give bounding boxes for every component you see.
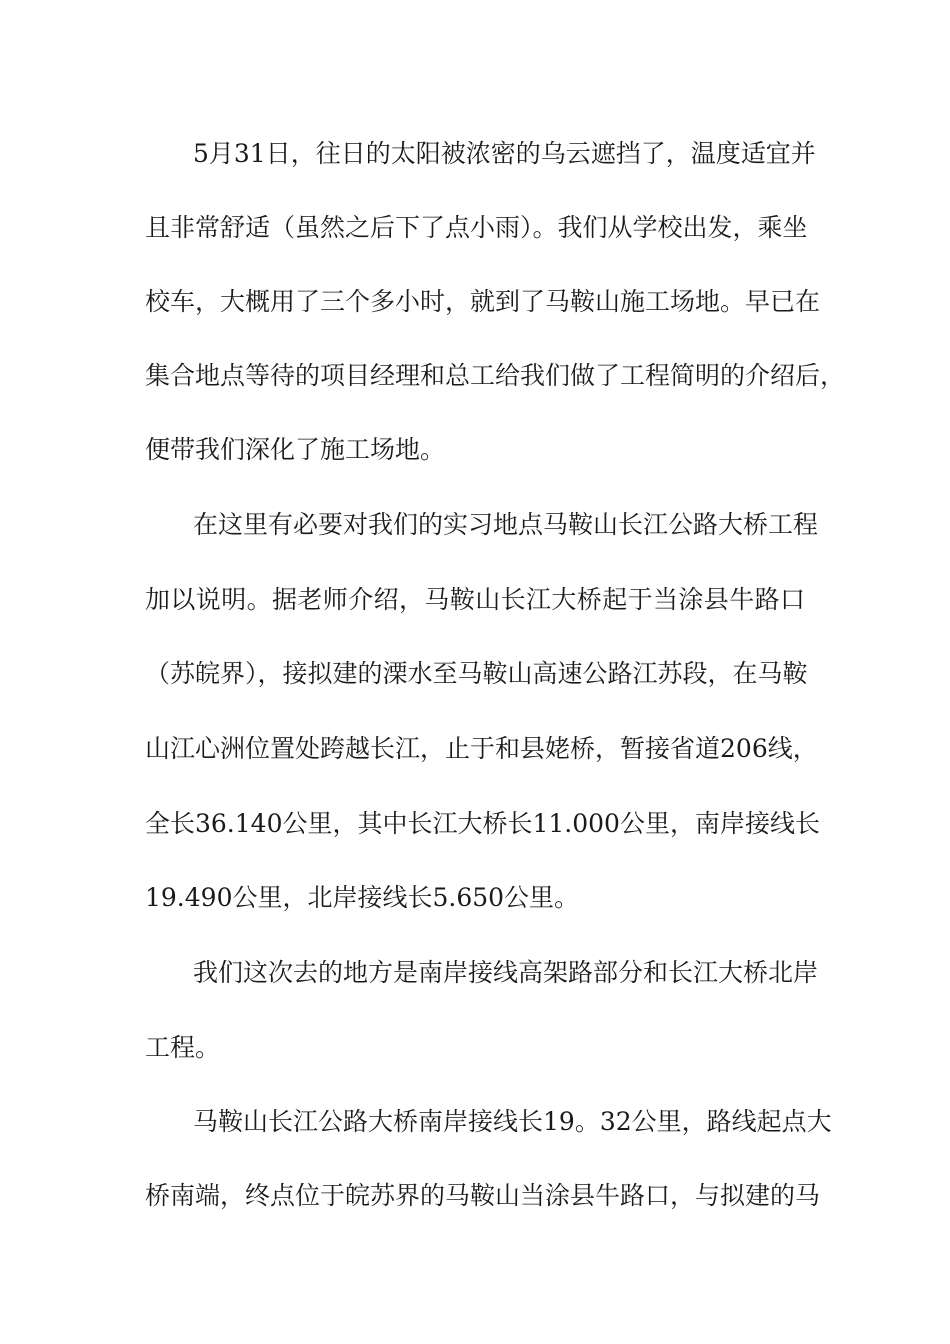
paragraph-4-line-1: 马鞍山长江公路大桥南岸接线长19。32公里，路线起点大 — [193, 1107, 832, 1136]
paragraph-2-line-1: 在这里有必要对我们的实习地点马鞍山长江公路大桥工程 — [193, 510, 819, 539]
paragraph-4-line-2: 桥南端，终点位于皖苏界的马鞍山当涂县牛路口，与拟建的马 — [145, 1181, 821, 1210]
paragraph-2-line-6: 19.490公里，北岸接线长5.650公里。 — [145, 883, 580, 912]
paragraph-2-line-2: 加以说明。据老师介绍，马鞍山长江大桥起于当涂县牛路口 — [145, 585, 805, 614]
paragraph-1-line-5: 便带我们深化了施工场地。 — [145, 435, 446, 464]
paragraph-3-line-2: 工程。 — [145, 1033, 221, 1062]
paragraph-1-line-2: 且非常舒适（虽然之后下了点小雨）。我们从学校出发，乘坐 — [145, 213, 808, 242]
paragraph-1-line-3: 校车，大概用了三个多小时，就到了马鞍山施工场地。早已在 — [145, 287, 821, 316]
paragraph-2-line-4: 山江心洲位置处跨越长江，止于和县姥桥，暂接省道206线， — [145, 734, 818, 763]
paragraph-3-line-1: 我们这次去的地方是南岸接线高架路部分和长江大桥北岸 — [193, 958, 819, 987]
paragraph-2-line-5: 全长36.140公里，其中长江大桥长11.000公里，南岸接线长 — [145, 809, 820, 838]
paragraph-1-line-4: 集合地点等待的项目经理和总工给我们做了工程简明的介绍后， — [145, 361, 846, 390]
paragraph-1-line-1: 5月31日，往日的太阳被浓密的乌云遮挡了，温度适宜并 — [193, 139, 816, 168]
paragraph-2-line-3: （苏皖界），接拟建的溧水至马鞍山高速公路江苏段，在马鞍 — [145, 659, 808, 688]
